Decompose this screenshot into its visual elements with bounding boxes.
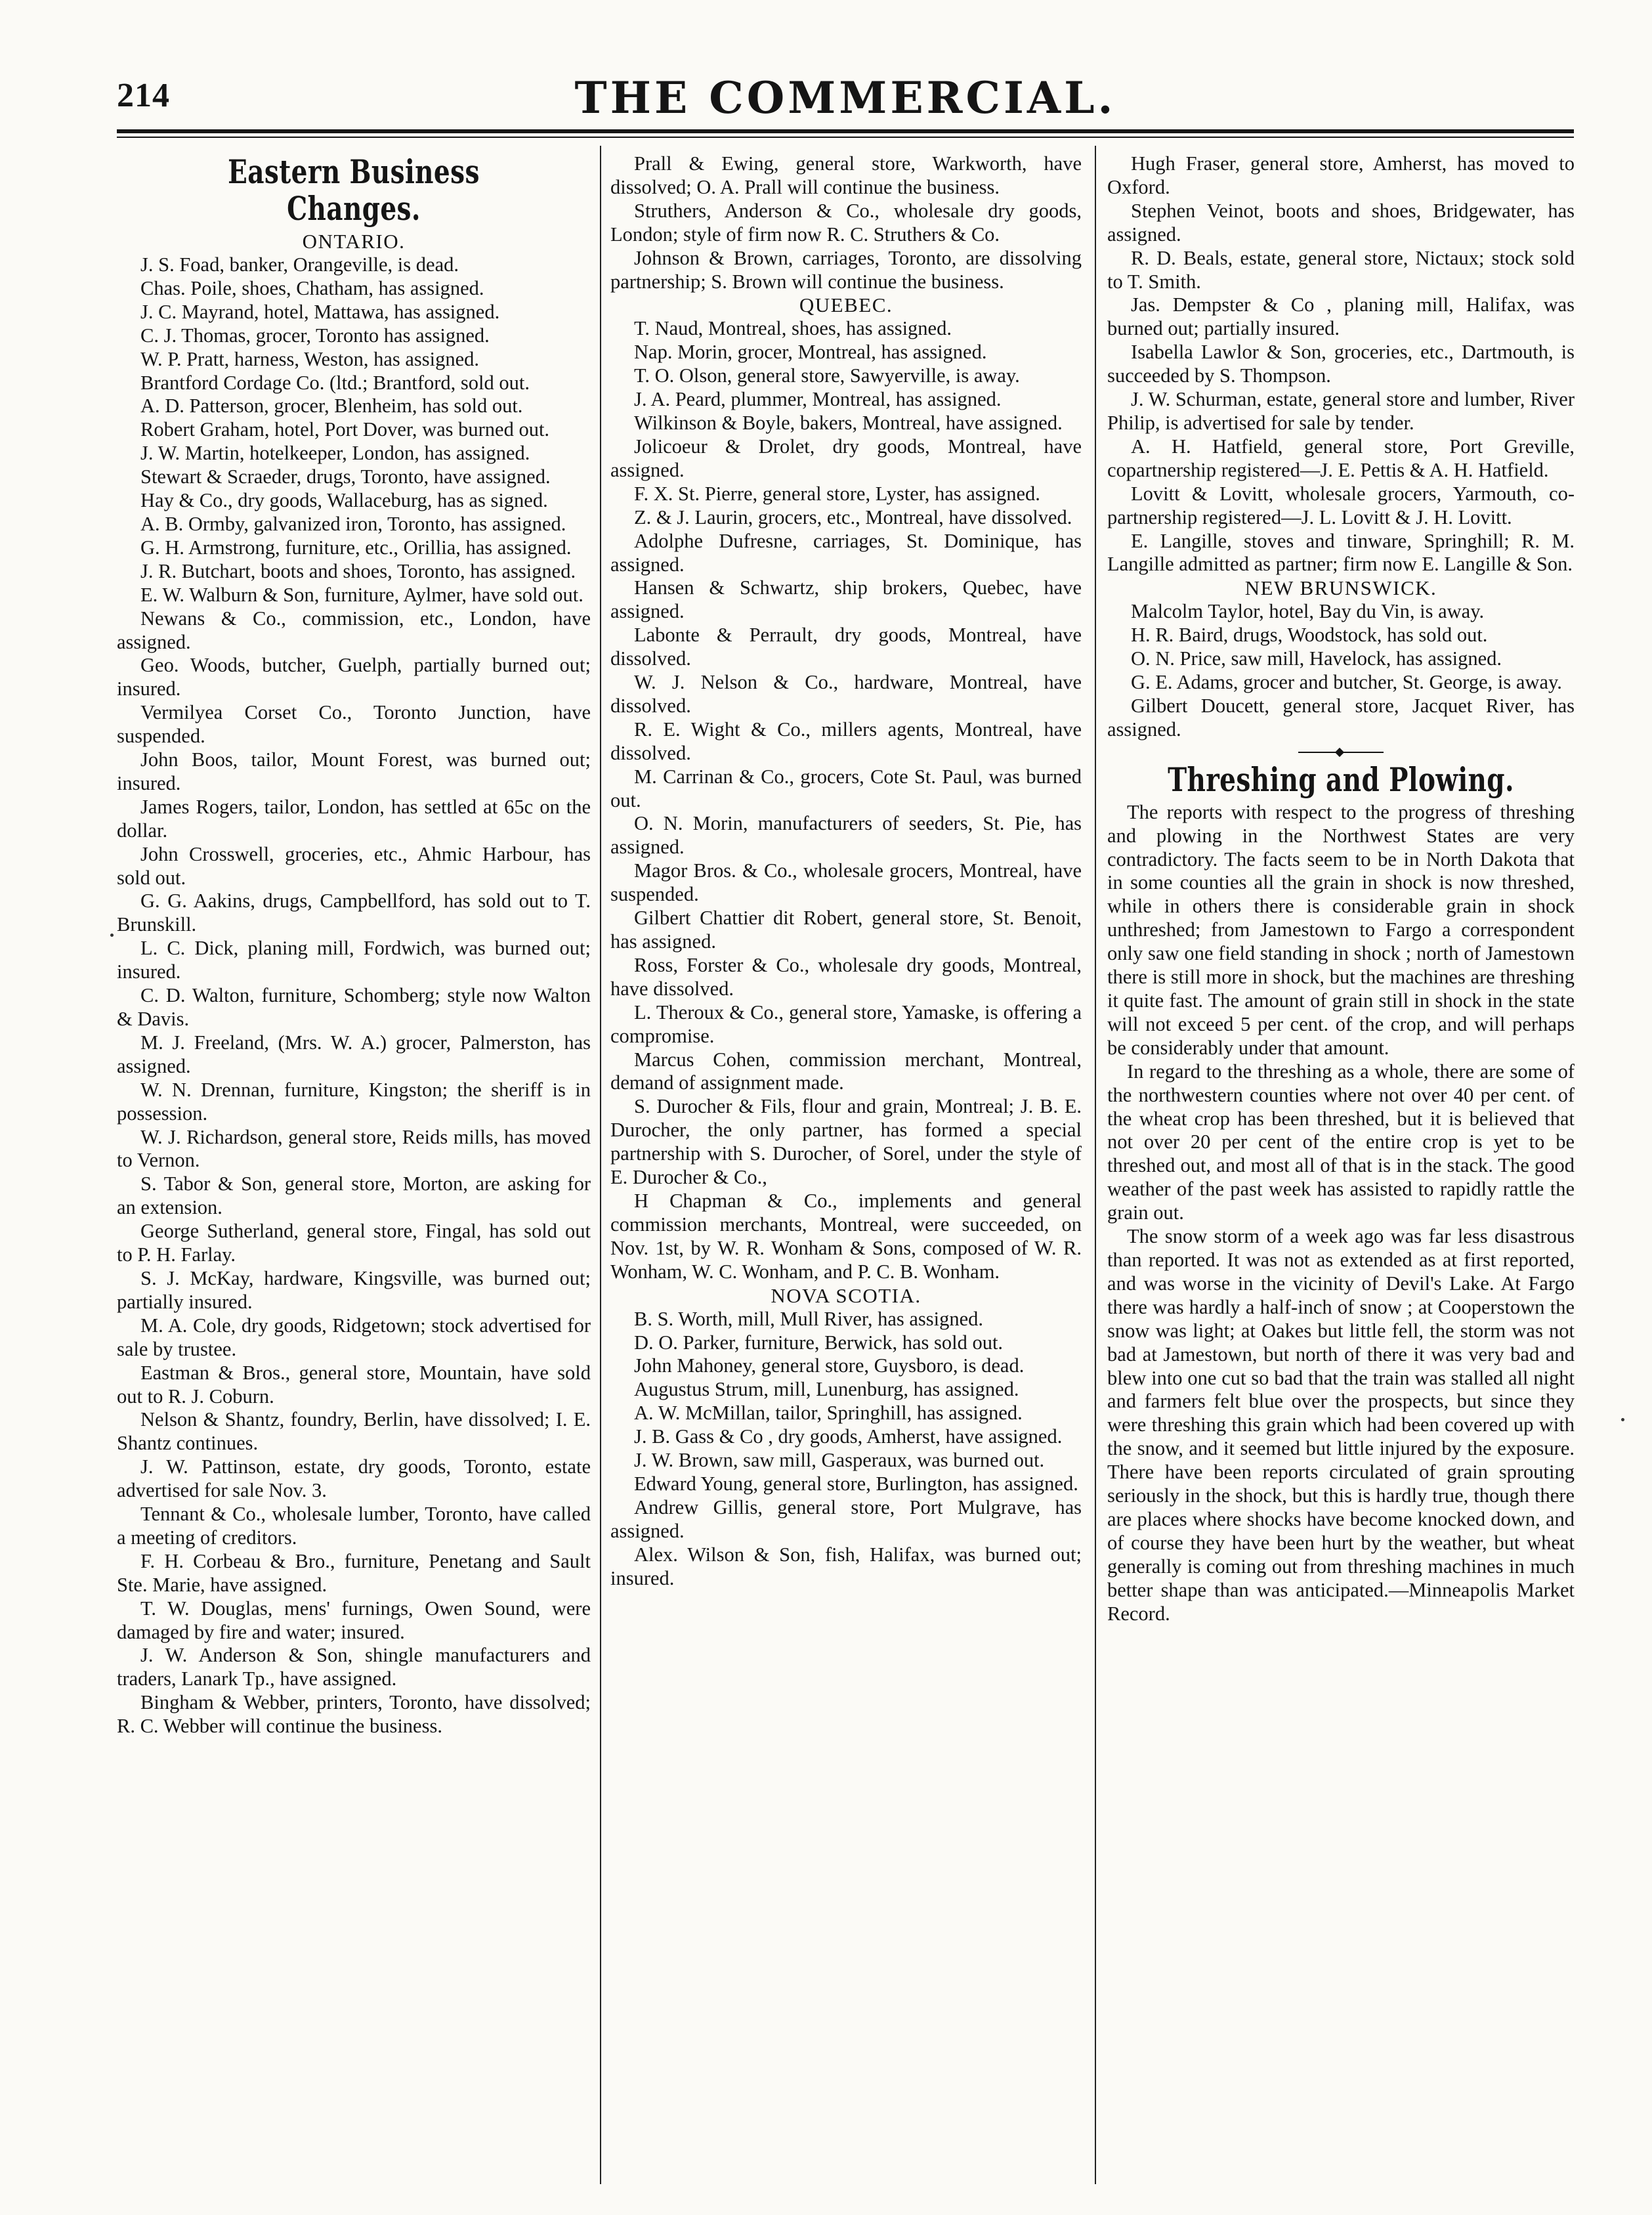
business-change-entry: C. D. Walton, furniture, Schomberg; style now Walton & Davis. (117, 984, 591, 1030)
new-brunswick-entries (1107, 600, 1575, 741)
column-3 (1107, 152, 1575, 2181)
article-paragraph: The snow storm of a week ago was far less disastrous than reported. It was not as extended as at first reported, and was worse in the vicinity of Devil's Lake. At Fargo there was hardly a half-inch of snow ; at Cooperstown the snow was light; at Oakes but little fell, the storm was not bad at Jamestown, but north of there it was very bad and blew into one cut so bad that the train was stalled all night and farmers felt blue over the prospects, but since they were threshing this grain which had been covered up with the snow, and it seemed but little injured by the exposure. There have been reports circulated of grain sprouting seriously in the shock, but this is hardly true, though there are places where shocks have become knocked down, and of course they have been hurt by the weather, but wheat generally is coming out from threshing machines in much better shape than was anticipated.—Minneapolis Market Record. (1107, 1225, 1575, 1625)
business-change-entry: A. B. Ormby, galvanized iron, Toronto, has assigned. (140, 512, 566, 535)
column-divider-1 (600, 146, 601, 2184)
business-change-entry: Lovitt & Lovitt, wholesale grocers, Yarmouth, co-partnership registered—J. L. Lovitt & J. H. Lovitt. (1107, 482, 1575, 528)
ontario-entries (117, 253, 591, 1738)
header-rule-thin (117, 137, 1574, 138)
business-change-entry: J. W. Anderson & Son, shingle manufacturers and traders, Lanark Tp., have assigned. (117, 1644, 591, 1690)
business-change-entry: Hugh Fraser, general store, Amherst, has moved to Oxford. (1107, 152, 1575, 198)
business-change-entry: S. Durocher & Fils, flour and grain, Montreal; J. B. E. Durocher, the only partner, has formed a special partnership with S. Durocher, of Sorel, under the style of E. Durocher & Co., (610, 1095, 1082, 1189)
business-change-entry: J. A. Peard, plummer, Montreal, has assigned. (634, 388, 1002, 411)
business-change-entry: J. C. Mayrand, hotel, Mattawa, has assigned. (140, 300, 500, 323)
province-heading-ontario: ONTARIO. (302, 230, 406, 253)
business-change-entry: James Rogers, tailor, London, has settled at 65c on the dollar. (117, 795, 591, 842)
article-body (1107, 801, 1575, 1626)
business-change-entry: J. S. Foad, banker, Orangeville, is dead. (140, 253, 459, 276)
business-change-entry: D. O. Parker, furniture, Berwick, has sold out. (634, 1331, 1004, 1354)
column-1 (117, 152, 591, 2181)
business-change-entry: E. Langille, stoves and tinware, Springhill; R. M. Langille admitted as partner; firm now E. Langille & Son. (1107, 529, 1575, 576)
business-change-entry: Hay & Co., dry goods, Wallaceburg, has as signed. (140, 489, 548, 512)
page-header (117, 72, 1574, 125)
province-heading-new-brunswick: NEW BRUNSWICK. (1244, 576, 1437, 600)
business-change-entry: M. A. Cole, dry goods, Ridgetown; stock advertised for sale by trustee. (117, 1314, 591, 1360)
business-change-entry: S. J. McKay, hardware, Kingsville, was burned out; partially insured. (117, 1266, 591, 1313)
business-change-entry: H. R. Baird, drugs, Woodstock, has sold out. (1131, 624, 1488, 647)
business-change-entry: John Boos, tailor, Mount Forest, was burned out; insured. (117, 748, 591, 794)
business-change-entry: S. Tabor & Son, general store, Morton, are asking for an extension. (117, 1172, 591, 1219)
business-change-entry: Andrew Gillis, general store, Port Mulgrave, has assigned. (610, 1495, 1082, 1542)
business-change-entry: Robert Graham, hotel, Port Dover, was burned out. (140, 418, 550, 441)
business-change-entry: Alex. Wilson & Son, fish, Halifax, was burned out; insured. (610, 1543, 1082, 1589)
article-heading-threshing-and-plowing: Threshing and Plowing. (1168, 760, 1514, 799)
page-number: 214 (117, 77, 170, 114)
business-change-entry: Jas. Dempster & Co , planing mill, Halifax, was burned out; partially insured. (1107, 293, 1575, 340)
business-change-entry: George Sutherland, general store, Fingal, has sold out to P. H. Farlay. (117, 1220, 591, 1266)
business-change-entry: J. W. Brown, saw mill, Gasperaux, was burned out. (634, 1449, 1045, 1472)
business-change-entry: Wilkinson & Boyle, bakers, Montreal, have assigned. (634, 412, 1063, 435)
print-speck (1621, 1418, 1624, 1421)
business-change-entry: Isabella Lawlor & Son, groceries, etc., Dartmouth, is succeeded by S. Thompson. (1107, 341, 1575, 387)
business-change-entry: Chas. Poile, shoes, Chatham, has assigned. (140, 276, 484, 299)
business-change-entry: Eastman & Bros., general store, Mountain, have sold out to R. J. Coburn. (117, 1361, 591, 1408)
continued-nova-scotia-entries (1107, 152, 1575, 576)
business-change-entry: T. Naud, Montreal, shoes, has assigned. (634, 317, 952, 340)
business-change-entry: John Crosswell, groceries, etc., Ahmic Harbour, has sold out. (117, 842, 591, 889)
business-change-entry: Stewart & Scraeder, drugs, Toronto, have assigned. (140, 465, 551, 488)
business-change-entry: W. N. Drennan, furniture, Kingston; the sheriff is in possession. (117, 1078, 591, 1125)
business-change-entry: Brantford Cordage Co. (ltd.; Brantford, sold out. (140, 371, 530, 394)
business-change-entry: J. W. Pattinson, estate, dry goods, Toronto, estate advertised for sale Nov. 3. (117, 1455, 591, 1502)
section-ornament-divider (1298, 748, 1384, 756)
business-change-entry: A. D. Patterson, grocer, Blenheim, has sold out. (140, 395, 523, 418)
province-heading-nova-scotia: NOVA SCOTIA. (771, 1283, 921, 1307)
business-change-entry: Ross, Forster & Co., wholesale dry goods, Montreal, have dissolved. (610, 953, 1082, 1000)
business-change-entry: Gilbert Chattier dit Robert, general store, St. Benoit, has assigned. (610, 907, 1082, 953)
header-rule-thick (117, 129, 1574, 133)
business-change-entry: Struthers, Anderson & Co., wholesale dry goods, London; style of firm now R. C. Struthers & Co. (610, 199, 1082, 246)
business-change-entry: J. R. Butchart, boots and shoes, Toronto, has assigned. (140, 559, 576, 582)
business-change-entry: O. N. Price, saw mill, Havelock, has assigned. (1131, 647, 1502, 670)
business-change-entry: E. W. Walburn & Son, furniture, Aylmer, have sold out. (140, 583, 583, 606)
column-divider-2 (1095, 146, 1096, 2184)
business-change-entry: Hansen & Schwartz, ship brokers, Quebec, have assigned. (610, 576, 1082, 623)
business-change-entry: Newans & Co., commission, etc., London, have assigned. (117, 607, 591, 653)
business-change-entry: L. C. Dick, planing mill, Fordwich, was burned out; insured. (117, 937, 591, 983)
business-change-entry: A. H. Hatfield, general store, Port Greville, copartnership registered—J. E. Pettis & A. H. Hatfield. (1107, 435, 1575, 481)
column-2 (610, 152, 1082, 2181)
business-change-entry: G. G. Aakins, drugs, Campbellford, has sold out to T. Brunskill. (117, 890, 591, 936)
business-change-entry: Magor Bros. & Co., wholesale grocers, Montreal, have suspended. (610, 859, 1082, 906)
print-speck (110, 934, 114, 937)
business-change-entry: Malcolm Taylor, hotel, Bay du Vin, is away. (1131, 600, 1485, 623)
business-change-entry: H Chapman & Co., implements and general commission merchants, Montreal, were succeeded, on Nov. 1st, by W. R. Wonham & Sons, composed of W. R. Wonham, W. C. Wonham, and P. C. B. Wonham. (610, 1189, 1082, 1283)
business-change-entry: W. J. Richardson, general store, Reids mills, has moved to Vernon. (117, 1125, 591, 1172)
continued-entries (610, 152, 1082, 293)
business-change-entry: Geo. Woods, butcher, Guelph, partially burned out; insured. (117, 654, 591, 700)
business-change-entry: Gilbert Doucett, general store, Jacquet River, has assigned. (1107, 694, 1575, 741)
business-change-entry: Nap. Morin, grocer, Montreal, has assigned. (634, 341, 987, 364)
business-change-entry: Edward Young, general store, Burlington, has assigned. (634, 1472, 1078, 1495)
business-change-entry: Labonte & Perrault, dry goods, Montreal, have dissolved. (610, 624, 1082, 670)
business-change-entry: T. O. Olson, general store, Sawyerville, is away. (634, 364, 1020, 387)
business-change-entry: Marcus Cohen, commission merchant, Montreal, demand of assignment made. (610, 1048, 1082, 1094)
business-change-entry: John Mahoney, general store, Guysboro, is dead. (634, 1354, 1025, 1377)
business-change-entry: R. E. Wight & Co., millers agents, Montreal, have dissolved. (610, 718, 1082, 764)
nova-scotia-entries (610, 1308, 1082, 1591)
business-change-entry: M. Carrinan & Co., grocers, Cote St. Paul, was burned out. (610, 765, 1082, 811)
business-change-entry: J. W. Martin, hotelkeeper, London, has assigned. (140, 442, 530, 465)
business-change-entry: C. J. Thomas, grocer, Toronto has assigned. (140, 324, 490, 347)
business-change-entry: O. N. Morin, manufacturers of seeders, St. Pie, has assigned. (610, 812, 1082, 859)
business-change-entry: Adolphe Dufresne, carriages, St. Dominique, has assigned. (610, 529, 1082, 576)
business-change-entry: Bingham & Webber, printers, Toronto, have dissolved; R. C. Webber will continue the business. (117, 1691, 591, 1738)
business-change-entry: M. J. Freeland, (Mrs. W. A.) grocer, Palmerston, has assigned. (117, 1031, 591, 1077)
province-heading-quebec: QUEBEC. (799, 293, 893, 317)
business-change-entry: F. X. St. Pierre, general store, Lyster, has assigned. (634, 482, 1040, 505)
business-change-entry: Stephen Veinot, boots and shoes, Bridgewater, has assigned. (1107, 199, 1575, 246)
business-change-entry: Z. & J. Laurin, grocers, etc., Montreal, have dissolved. (634, 505, 1072, 528)
business-change-entry: Prall & Ewing, general store, Warkworth, have dissolved; O. A. Prall will continue the business. (610, 152, 1082, 198)
section-heading-eastern-business-changes: Eastern Business Changes. (228, 152, 480, 228)
business-change-entry: T. W. Douglas, mens' furnings, Owen Sound, were damaged by fire and water; insured. (117, 1597, 591, 1643)
business-change-entry: Augustus Strum, mill, Lunenburg, has assigned. (634, 1378, 1019, 1401)
business-change-entry: F. H. Corbeau & Bro., furniture, Penetang and Sault Ste. Marie, have assigned. (117, 1549, 591, 1596)
article-paragraph: The reports with respect to the progress of threshing and plowing in the Northwest States are very contradictory. The facts seem to be in North Dakota that in some counties all the grain in shock is now threshed, while in others there is considerable grain in shock unthreshed; from Jamestown to Fargo a correspondent only saw one field standing in shock ; north of Jamestown there is still more in shock, but the machines are threshing it quite fast. The amount of grain still in shock in the state will not exceed 5 per cent. of the crop, and will perhaps be considerably under that amount. (1107, 800, 1575, 1059)
business-change-entry: Johnson & Brown, carriages, Toronto, are dissolving partnership; S. Brown will continue the business. (610, 246, 1082, 293)
article-paragraph: In regard to the threshing as a whole, there are some of the northwestern counties where not over 40 per cent. of the wheat crop has been threshed, but it is believed that not over 20 per cent of the entire crop is yet to be threshed out, and most all of that is in the stack. The good weather of the past week has assisted to rapidly rattle the grain out. (1107, 1060, 1575, 1224)
business-change-entry: R. D. Beals, estate, general store, Nictaux; stock sold to T. Smith. (1107, 246, 1575, 293)
business-change-entry: A. W. McMillan, tailor, Springhill, has assigned. (634, 1402, 1023, 1425)
business-change-entry: Vermilyea Corset Co., Toronto Junction, have suspended. (117, 701, 591, 748)
business-change-entry: L. Theroux & Co., general store, Yamaske, is offering a compromise. (610, 1000, 1082, 1047)
quebec-entries (610, 317, 1082, 1283)
business-change-entry: W. P. Pratt, harness, Weston, has assigned. (140, 347, 480, 370)
business-change-entry: J. B. Gass & Co , dry goods, Amherst, have assigned. (634, 1425, 1063, 1448)
masthead-title: THE COMMERCIAL. (574, 72, 1116, 123)
business-change-entry: Nelson & Shantz, foundry, Berlin, have dissolved; I. E. Shantz continues. (117, 1408, 591, 1455)
business-change-entry: B. S. Worth, mill, Mull River, has assigned. (634, 1307, 984, 1330)
business-change-entry: Tennant & Co., wholesale lumber, Toronto, have called a meeting of creditors. (117, 1503, 591, 1549)
business-change-entry: W. J. Nelson & Co., hardware, Montreal, have dissolved. (610, 671, 1082, 717)
business-change-entry: J. W. Schurman, estate, general store and lumber, River Philip, is advertised for sale by tender. (1107, 388, 1575, 434)
business-change-entry: G. E. Adams, grocer and butcher, St. George, is away. (1131, 671, 1562, 694)
business-change-entry: G. H. Armstrong, furniture, etc., Orillia, has assigned. (140, 536, 572, 559)
business-change-entry: Jolicoeur & Drolet, dry goods, Montreal, have assigned. (610, 435, 1082, 481)
